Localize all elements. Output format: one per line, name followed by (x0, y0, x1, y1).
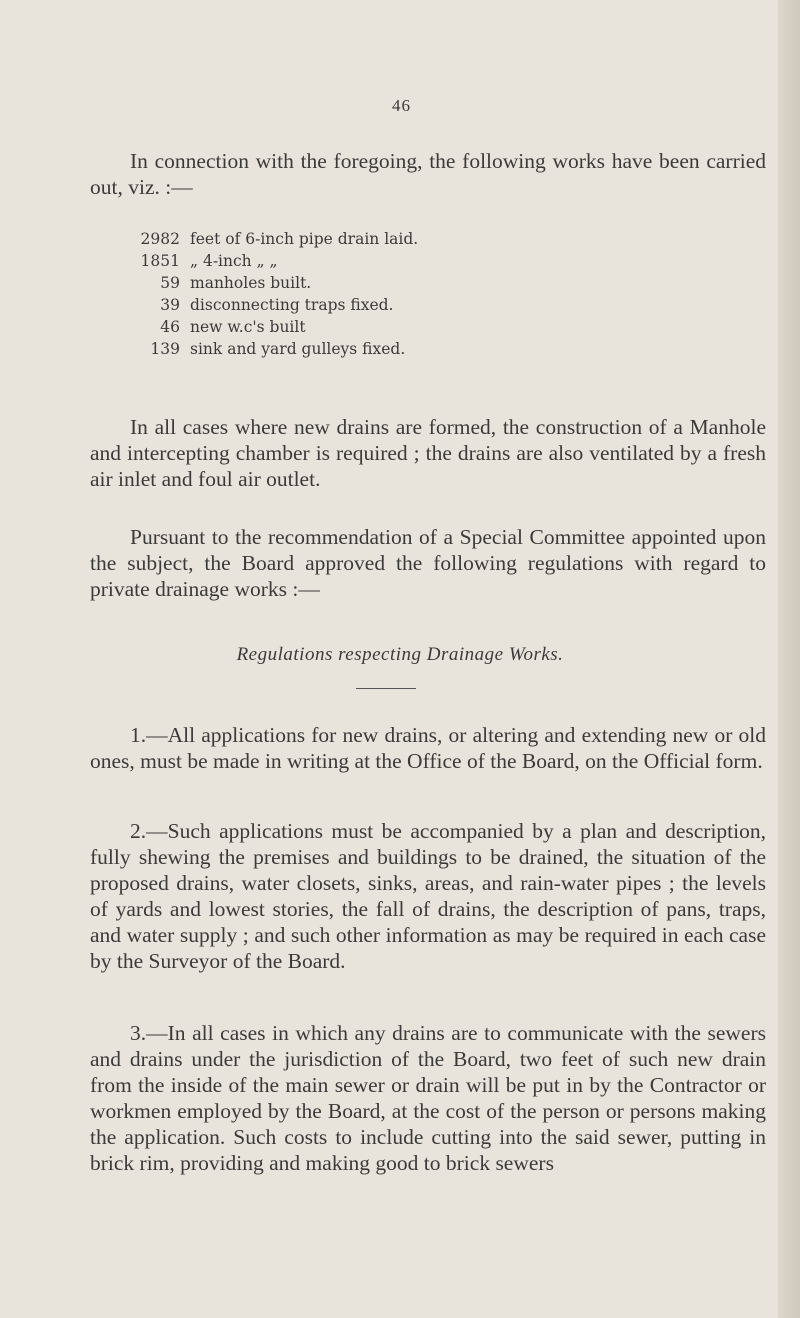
works-qty: 139 (150, 340, 180, 358)
works-qty: 59 (160, 274, 180, 292)
works-list (138, 228, 618, 360)
works-item (138, 294, 618, 316)
works-desc: manholes built. (190, 274, 312, 292)
works-desc: feet of 6-inch pipe drain laid. (190, 230, 419, 248)
works-qty: 39 (160, 296, 180, 314)
works-item (138, 338, 618, 360)
pursuant-paragraph: Pursuant to the recommendation of a Special Committee appointed upon the subject, the Board approved the following regulations with regard to private drainage works :— (90, 525, 766, 601)
works-qty: 1851 (140, 252, 180, 270)
works-desc: disconnecting traps fixed. (190, 296, 394, 314)
works-qty: 2982 (140, 230, 180, 248)
regulation-2: 2.—Such applications must be accompanied by a plan and description, fully shewing the premises and buildings to be drained, the situation of the proposed drains, water closets, sinks, areas, and rain-water pipes ; the levels of yards and lowest stories, the fall of drains, the description of pans, traps, and water supply ; and such other information as may be required in each case by the Surveyor of the Board. (90, 819, 766, 973)
page-number: 46 (392, 96, 411, 115)
works-item (138, 272, 618, 294)
works-qty: 46 (160, 318, 180, 336)
regulation-1: 1.—All applications for new drains, or altering and extending new or old ones, must be made in writing at the Office of the Board, on the Official form. (90, 723, 766, 773)
works-desc: new w.c's built (190, 318, 306, 336)
works-item (138, 250, 618, 272)
heading-rule (356, 688, 416, 689)
works-desc: „ 4-inch „ „ (190, 252, 278, 270)
manhole-paragraph: In all cases where new drains are formed, the construction of a Manhole and intercepting chamber is required ; the drains are also ventilated by a fresh air inlet and foul air outlet. (90, 415, 766, 491)
works-item (138, 228, 618, 250)
intro-paragraph: In connection with the foregoing, the following works have been carried out, viz. :— (90, 149, 766, 199)
works-desc: sink and yard gulleys fixed. (190, 340, 406, 358)
regulations-heading: Regulations respecting Drainage Works. (236, 644, 564, 665)
works-item (138, 316, 618, 338)
regulation-3: 3.—In all cases in which any drains are to communicate with the sewers and drains under the jurisdiction of the Board, two feet of such new drain from the inside of the main sewer or drain will be put in by the Contractor or workmen employed by the Board, at the cost of the person or persons making the application. Such costs to include cutting into the said sewer, putting in brick rim, providing and making good to brick sewers (90, 1021, 766, 1175)
